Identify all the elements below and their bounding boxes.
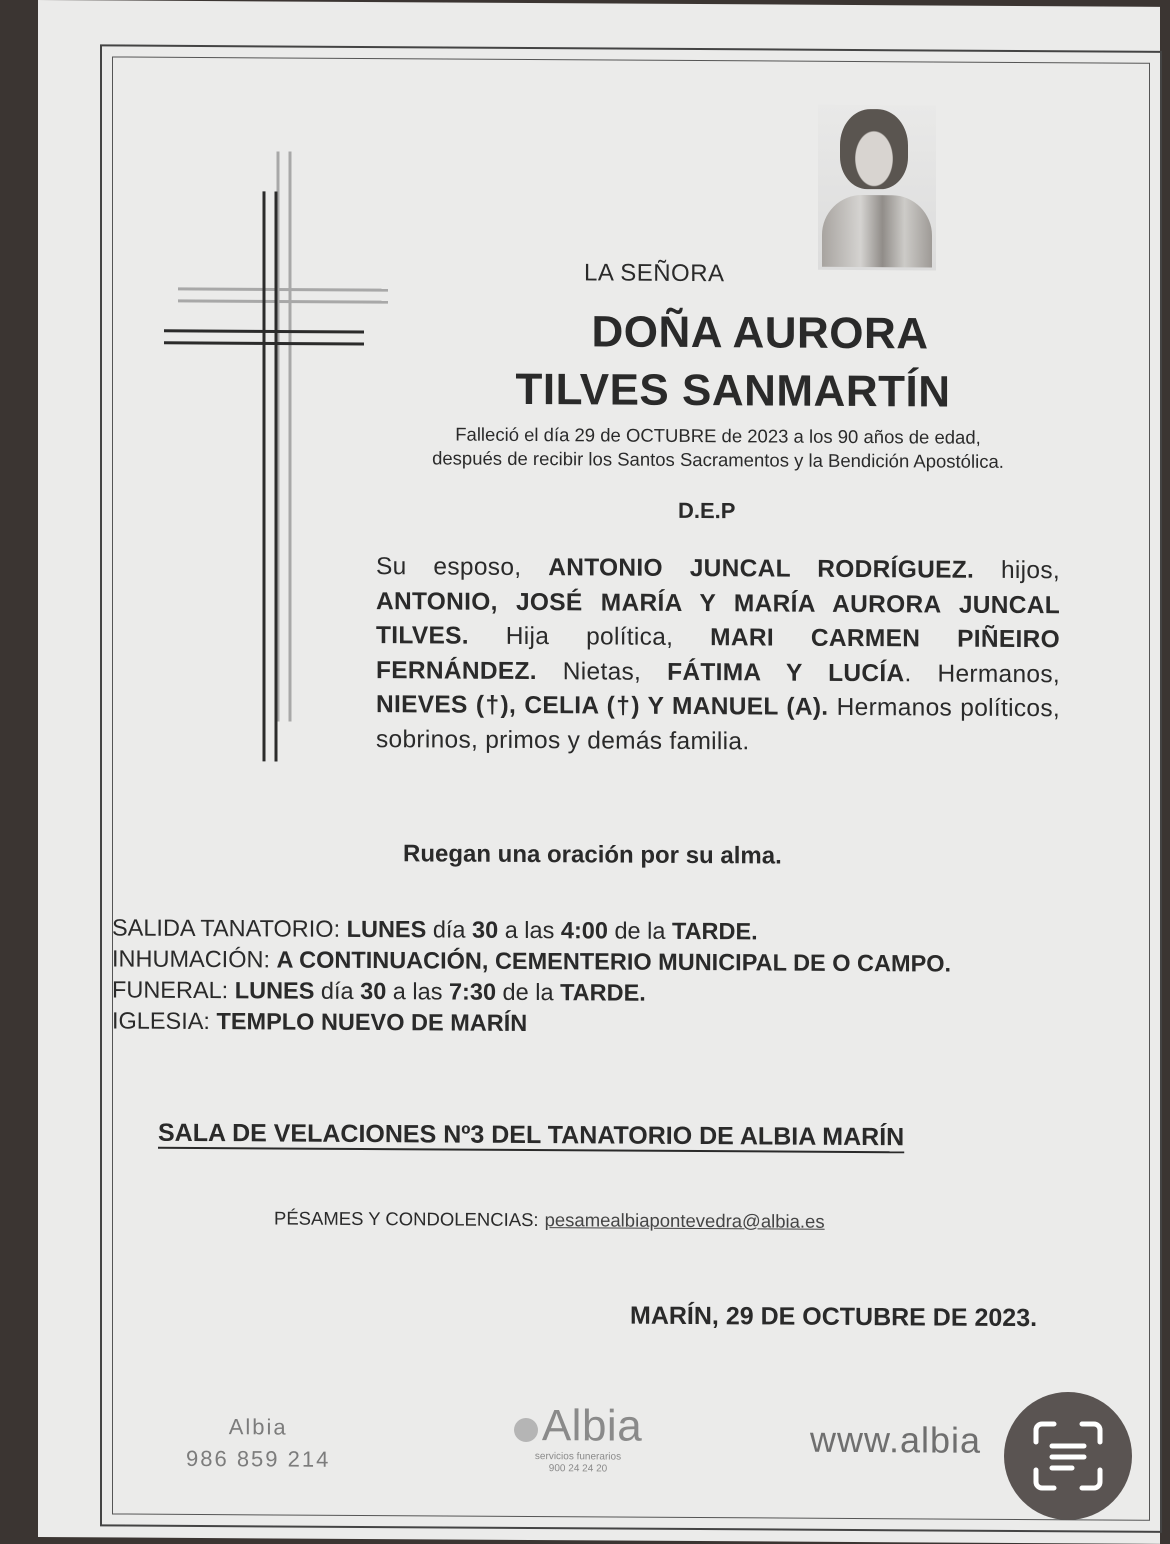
footer-website: www.albia xyxy=(810,1418,982,1461)
dep-label: D.E.P xyxy=(678,497,736,524)
family-bold-3: MARI CARMEN PIÑEIRO FERNÁNDEZ. xyxy=(376,624,1060,685)
cross-icon xyxy=(128,141,408,783)
condolences-label: PÉSAMES Y CONDOLENCIAS: xyxy=(274,1207,539,1231)
death-info-line1: Falleció el día 29 de OCTUBRE de 2023 a los 90 años de edad, xyxy=(455,423,981,448)
schedule-funeral: FUNERAL: LUNES día 30 a las 7:30 de la TARDE. xyxy=(112,976,646,1006)
prayer-line: Ruegan una oración por su alma. xyxy=(403,840,782,870)
condolences-line xyxy=(274,1207,825,1232)
schedule-inhumacion: INHUMACIÓN: A CONTINUACIÓN, CEMENTERIO MUNICIPAL DE O CAMPO. xyxy=(112,945,952,977)
family-text-2: hijos, xyxy=(974,556,1060,585)
footer-contact xyxy=(186,1411,330,1476)
text-scan-icon xyxy=(1028,1416,1108,1496)
family-bold-4: FÁTIMA Y LUCÍA xyxy=(667,658,905,687)
family-text-4: Nietas, xyxy=(536,657,668,686)
family-text-5: . Hermanos, xyxy=(904,659,1060,688)
albia-logo-subtitle: servicios funerarios xyxy=(534,1451,622,1463)
albia-logo-mark-icon xyxy=(514,1418,538,1442)
family-paragraph xyxy=(376,550,1060,761)
place-date: MARÍN, 29 DE OCTUBRE DE 2023. xyxy=(630,1301,1038,1333)
albia-logo-phone: 900 24 24 20 xyxy=(548,1463,608,1475)
text-scan-button[interactable] xyxy=(1004,1392,1132,1520)
portrait-photo xyxy=(818,105,936,271)
death-info xyxy=(378,422,1058,474)
title-prefix: LA SEÑORA xyxy=(584,259,725,288)
family-bold-2: ANTONIO, JOSÉ MARÍA Y MARÍA AURORA JUNCAL TILVES. xyxy=(376,587,1060,650)
footer-brand: Albia xyxy=(228,1414,288,1440)
family-text-3: Hija política, xyxy=(468,622,711,652)
schedule-salida: SALIDA TANATORIO: LUNES día 30 a las 4:00 de la TARDE. xyxy=(112,914,758,945)
deceased-name-line1: DOÑA AURORA xyxy=(591,307,929,359)
schedule xyxy=(112,912,951,1041)
obituary-sheet xyxy=(38,0,1160,1544)
albia-logo-text: Albia xyxy=(541,1401,643,1451)
albia-logo xyxy=(488,1401,668,1476)
condolences-email-link[interactable]: pesamealbiapontevedra@albia.es xyxy=(544,1209,825,1232)
family-bold-1: ANTONIO JUNCAL RODRÍGUEZ. xyxy=(548,554,975,584)
family-text-1: Su esposo, xyxy=(376,553,549,582)
deceased-name-line2: TILVES SANMARTÍN xyxy=(515,364,951,417)
schedule-iglesia: IGLESIA: TEMPLO NUEVO DE MARÍN xyxy=(112,1007,528,1036)
family-bold-5: NIEVES (†), CELIA (†) Y MANUEL (A). xyxy=(376,691,829,721)
family-text-6: Hermanos políticos, sobrinos, primos y demás familia. xyxy=(376,693,1060,755)
footer-phone: 986 859 214 xyxy=(186,1445,331,1472)
death-info-line2: después de recibir los Santos Sacramentos y la Bendición Apostólica. xyxy=(432,447,1004,472)
sala-heading: SALA DE VELACIONES Nº3 DEL TANATORIO DE ALBIA MARÍN xyxy=(158,1118,905,1152)
